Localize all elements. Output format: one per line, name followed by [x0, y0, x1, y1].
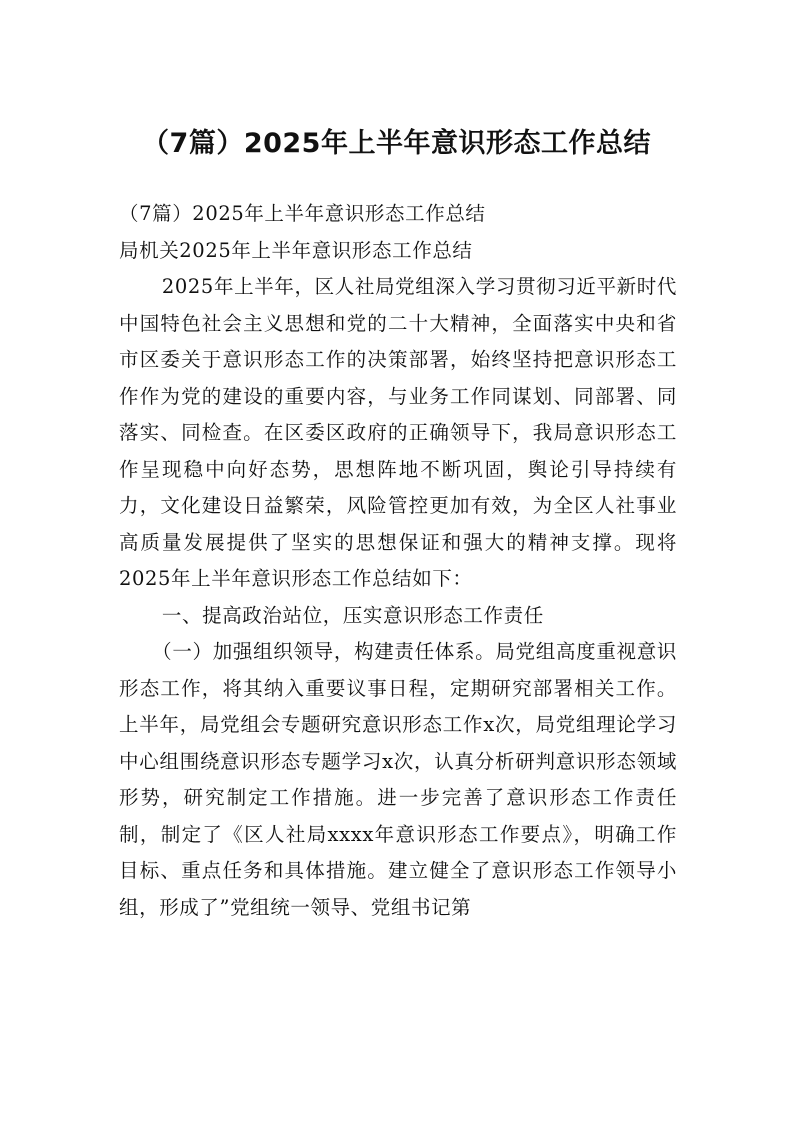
- intro-paragraph: 2025年上半年，区人社局党组深入学习贯彻习近平新时代中国特色社会主义思想和党的二十大精神，全面落实中央和省市区委关于意识形态工作的决策部署，始终坚持把意识形态工作作为党的建设的重要内容，与业务工作同谋划、同部署、同落实、同检查。在区委区政府的正确领导下，我局意识形态工作呈现稳中向好态势，思想阵地不断巩固，舆论引导持续有力，文化建设日益繁荣，风险管控更加有效，为全区人社事业高质量发展提供了坚实的思想保证和强大的精神支撑。现将2025年上半年意识形态工作总结如下：: [119, 275, 677, 590]
- paragraph-one: （一）加强组织领导，构建责任体系。局党组高度重视意识形态工作，将其纳入重要议事日程，定期研究部署相关工作。上半年，局党组会专题研究意识形态工作x次，局党组理论学习中心组围绕意识形态专题学习x次，认真分析研判意识形态领域形势，研究制定工作措施。进一步完善了意识形态工作责任制，制定了《区人社局xxxx年意识形态工作要点》，明确工作目标、重点任务和具体措施。建立健全了意识形态工作领导小组，形成了”党组统一领导、党组书记第: [119, 640, 677, 919]
- document-title: （7篇）2025年上半年意识形态工作总结: [142, 128, 651, 159]
- subtitle-line: （7篇）2025年上半年意识形态工作总结: [119, 202, 486, 225]
- section-title: 局机关2025年上半年意识形态工作总结: [119, 238, 473, 262]
- document-body: [119, 196, 677, 926]
- heading-one: 一、提高政治站位，压实意识形态工作责任: [161, 603, 544, 627]
